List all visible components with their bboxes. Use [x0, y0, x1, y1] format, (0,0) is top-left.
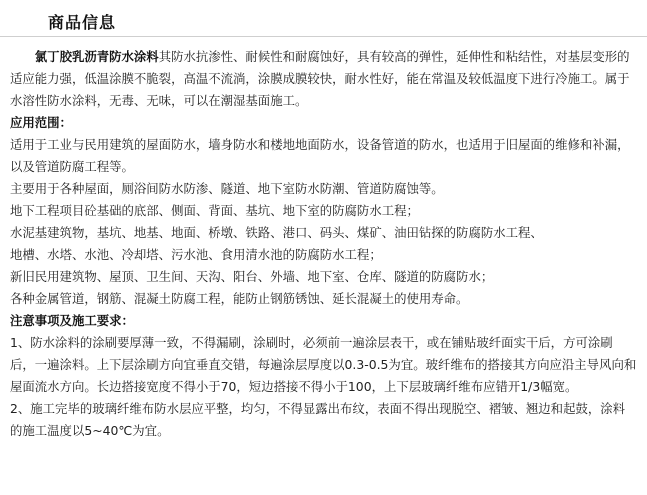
product-description: [10, 46, 637, 442]
header-divider: [0, 36, 647, 37]
page-title: 商品信息: [48, 13, 117, 32]
product-info-header: [0, 0, 647, 38]
application-item: 主要用于各种屋面，厕浴间防水防渗、隧道、地下室防水防潮、管道防腐蚀等。: [10, 181, 444, 196]
application-heading: 应用范围：: [10, 115, 72, 130]
product-name: 氯丁胶乳沥青防水涂料: [34, 49, 159, 64]
notes-item-1: 1、防水涂料的涂刷要厚薄一致，不得漏刷，涂刷时，必须前一遍涂层表干，或在铺贴玻纤面实干后，方可涂刷后，一遍涂料。上下层涂刷方向宜垂直交错，每遍涂层厚度以0.3-0.5为宜。玻纤维布的搭接其方向应沿主导风向和屋面流水方向。长边搭接宽度不得小于70，短边搭接不得小于100，上下层玻璃纤维布应错开1/3幅宽。: [10, 335, 637, 394]
application-item: 地槽、水塔、水池、冷却塔、污水池、食用清水池的防腐防水工程；: [10, 247, 382, 262]
application-item: 新旧民用建筑物、屋顶、卫生间、天沟、阳台、外墙、地下室、仓库、隧道的防腐防水；: [10, 269, 494, 284]
notes-heading: 注意事项及施工要求：: [10, 313, 134, 328]
notes-item-2: 2、施工完毕的玻璃纤维布防水层应平整，均匀，不得显露出布纹，表面不得出现脱空、褶皱、翘边和起鼓，涂料的施工温度以5~40℃为宜。: [10, 401, 626, 438]
intro-paragraph: [10, 46, 637, 112]
application-item: 适用于工业与民用建筑的屋面防水，墙身防水和楼地地面防水，设备管道的防水，也适用于旧屋面的维修和补漏，以及管道防腐工程等。: [10, 137, 630, 174]
application-item: 地下工程项目砼基础的底部、侧面、背面、基坑、地下室的防腐防水工程；: [10, 203, 419, 218]
application-item: 水泥基建筑物，基坑、地基、地面、桥墩、铁路、港口、码头、煤矿、油田钻探的防腐防水工程、: [10, 225, 543, 240]
application-item: 各种金属管道，钢筋、混凝土防腐工程，能防止钢筋锈蚀、延长混凝土的使用寿命。: [10, 291, 469, 306]
intro-text: 其防水抗渗性、耐候性和耐腐蚀好，具有较高的弹性，延伸性和粘结性，对基层变形的适应能力强，低温涂膜不脆裂，高温不流淌，涂膜成膜较快，耐水性好，能在常温及较低温度下进行冷施工。属于水溶性防水涂料，无毒、无味，可以在潮湿基面施工。: [10, 49, 630, 108]
